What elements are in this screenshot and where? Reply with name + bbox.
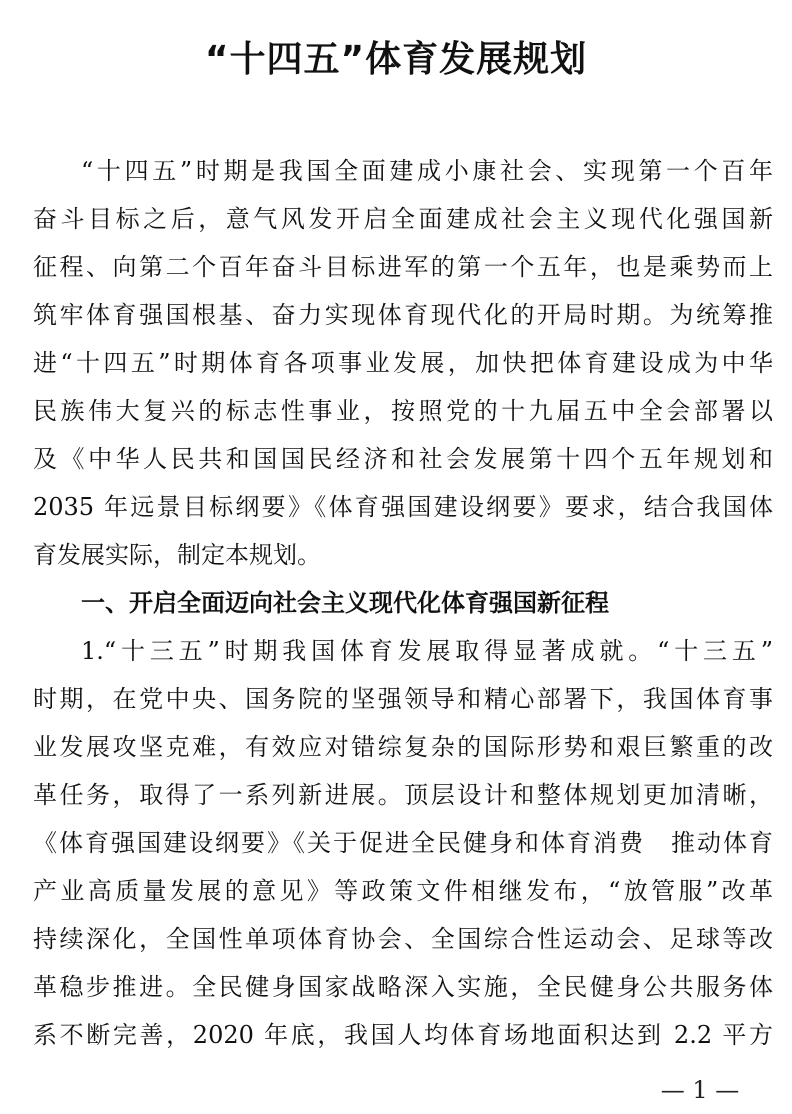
paragraph-line: 系不断完善，2020 年底，我国人均体育场地面积达到 2.2 平方 <box>33 1021 773 1049</box>
paragraph-line: 产业高质量发展的意见》等政策文件相继发布，“放管服”改革 <box>33 877 773 905</box>
document-body <box>33 147 773 1059</box>
document-title: “十四五”体育发展规划 <box>204 39 588 80</box>
paragraph-line: 《体育强国建设纲要》《关于促进全民健身和体育消费 推动体育 <box>33 829 773 857</box>
paragraph-line: 民族伟大复兴的标志性事业，按照党的十九届五中全会部署以 <box>33 397 773 425</box>
section-heading: 一、开启全面迈向社会主义现代化体育强国新征程 <box>81 589 609 617</box>
paragraph-line: 持续深化，全国性单项体育协会、全国综合性运动会、足球等改 <box>33 925 773 953</box>
paragraph-line: 征程、向第二个百年奋斗目标进军的第一个五年，也是乘势而上 <box>33 253 773 281</box>
paragraph-line: 时期，在党中央、国务院的坚强领导和精心部署下，我国体育事 <box>33 685 773 713</box>
paragraph-line: 筑牢体育强国根基、奋力实现体育现代化的开局时期。为统筹推 <box>33 301 773 329</box>
paragraph-line: 及《中华人民共和国国民经济和社会发展第十四个五年规划和 <box>33 445 773 473</box>
paragraph-line: 进“十四五”时期体育各项事业发展，加快把体育建设成为中华 <box>33 349 773 377</box>
paragraph-line: 奋斗目标之后，意气风发开启全面建成社会主义现代化强国新 <box>33 205 773 233</box>
paragraph-line: 业发展攻坚克难，有效应对错综复杂的国际形势和艰巨繁重的改 <box>33 733 773 761</box>
paragraph-line: 2035 年远景目标纲要》《体育强国建设纲要》要求，结合我国体 <box>33 493 773 521</box>
page-number: — 1 — <box>660 1076 740 1104</box>
paragraph-line: 育发展实际，制定本规划。 <box>33 541 321 569</box>
paragraph-line: “十四五”时期是我国全面建成小康社会、实现第一个百年 <box>81 157 773 185</box>
paragraph-line: 革稳步推进。全民健身国家战略深入实施，全民健身公共服务体 <box>33 973 773 1001</box>
paragraph-line: 1.“十三五”时期我国体育发展取得显著成就。“十三五” <box>81 637 773 665</box>
paragraph-line: 革任务，取得了一系列新进展。顶层设计和整体规划更加清晰， <box>33 781 773 809</box>
